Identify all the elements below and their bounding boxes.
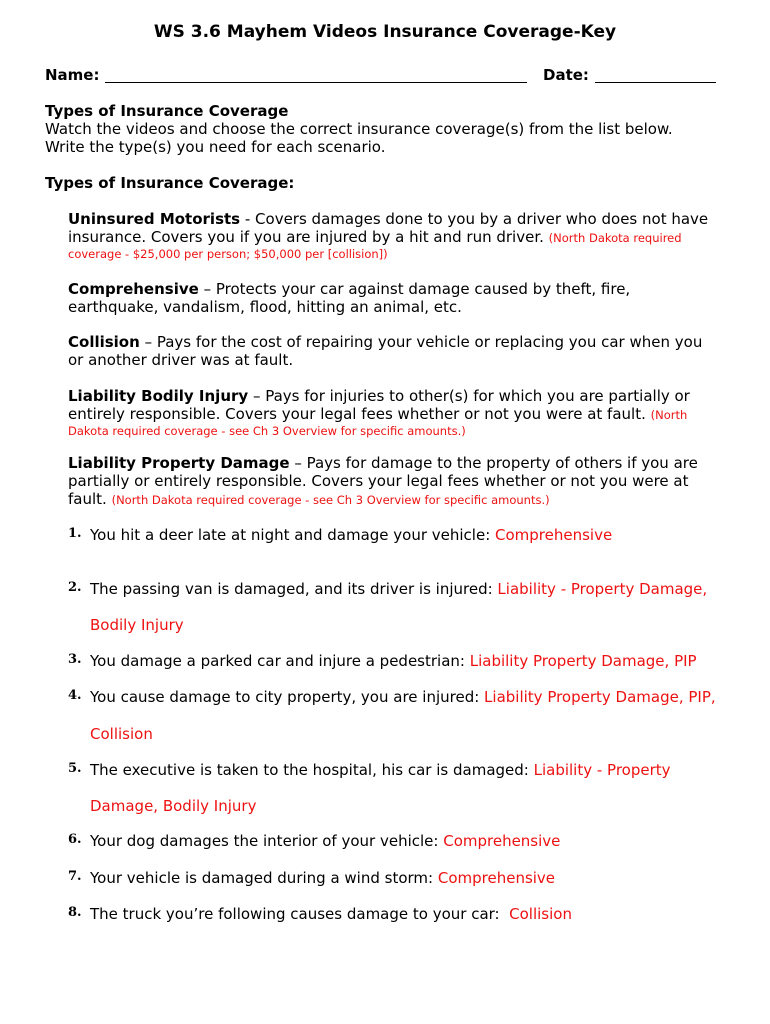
answer-text: Comprehensive xyxy=(437,869,556,887)
coverage-desc: - Covers damages done to you by a driver who does not have xyxy=(240,210,709,228)
coverage-desc: fault. xyxy=(68,490,112,508)
answer-text: Liability - Property xyxy=(533,761,671,779)
coverage-desc: partially or entirely responsible. Covers your legal fees whether or not you were at xyxy=(68,472,689,490)
question-text: The executive is taken to the hospital, his car is damaged: xyxy=(90,761,534,779)
coverage-note: (North xyxy=(650,408,688,422)
coverage-list-heading: Types of Insurance Coverage: xyxy=(45,174,295,192)
question-text: You cause damage to city property, you are injured: xyxy=(90,688,485,706)
coverage-desc: insurance. Covers you if you are injured by a hit and run driver. xyxy=(68,228,549,246)
coverage-note: coverage - $25,000 per person; $50,000 per [collision]) xyxy=(68,247,388,261)
coverage-term: Collision xyxy=(68,333,140,351)
question-number: 5. xyxy=(68,761,82,776)
question-number: 7. xyxy=(68,869,82,884)
answer-text: Collision xyxy=(509,905,572,923)
question-number: 2. xyxy=(68,580,82,595)
coverage-desc: – Pays for damage to the property of others if you are xyxy=(289,454,698,472)
answer-text: Comprehensive xyxy=(495,526,613,544)
coverage-uninsured-motorists xyxy=(68,210,728,262)
date-blank-line xyxy=(595,82,716,83)
coverage-note: (North Dakota required coverage - see Ch 3 Overview for specific amounts.) xyxy=(111,493,550,507)
coverage-collision xyxy=(68,333,728,369)
question-text: You hit a deer late at night and damage your vehicle: xyxy=(90,526,496,544)
question-text: The truck you’re following causes damage to your car: xyxy=(90,905,510,923)
date-label: Date: xyxy=(543,66,589,84)
answer-text: Comprehensive xyxy=(443,832,561,850)
coverage-comprehensive xyxy=(68,280,728,316)
name-blank-line xyxy=(105,82,527,83)
coverage-note: (North Dakota required xyxy=(548,231,682,245)
question-text: Your vehicle is damaged during a wind storm: xyxy=(90,869,438,887)
coverage-desc: – Pays for injuries to other(s) for which you are partially or xyxy=(248,387,690,405)
intro-section xyxy=(45,102,735,156)
coverage-term: Uninsured Motorists xyxy=(68,210,241,228)
answer-text: Liability - Property Damage, xyxy=(497,580,708,598)
question-text: You damage a parked car and injure a pedestrian: xyxy=(90,652,470,670)
intro-line-1: Watch the videos and choose the correct insurance coverage(s) from the list below. xyxy=(45,120,673,138)
answer-text: Liability Property Damage, PIP xyxy=(469,652,697,670)
coverage-desc: entirely responsible. Covers your legal fees whether or not you were at fault. xyxy=(68,405,651,423)
question-text: Your dog damages the interior of your vehicle: xyxy=(90,832,444,850)
answer-text: Collision xyxy=(90,725,153,743)
coverage-liability-property-damage xyxy=(68,454,728,508)
intro-line-2: Write the type(s) you need for each scenario. xyxy=(45,138,386,156)
answer-text: Damage, Bodily Injury xyxy=(90,797,257,815)
name-label: Name: xyxy=(45,66,100,84)
question-number: 4. xyxy=(68,688,82,703)
coverage-desc: – Pays for the cost of repairing your vehicle or replacing you car when you xyxy=(139,333,703,351)
coverage-liability-bodily-injury xyxy=(68,387,728,439)
page-title: WS 3.6 Mayhem Videos Insurance Coverage-Key xyxy=(153,22,617,42)
answer-text: Bodily Injury xyxy=(90,616,184,634)
question-number: 1. xyxy=(68,526,82,541)
coverage-term: Liability Property Damage xyxy=(68,454,290,472)
coverage-note: Dakota required coverage - see Ch 3 Overview for specific amounts.) xyxy=(68,424,466,438)
coverage-desc: earthquake, vandalism, flood, hitting an animal, etc. xyxy=(68,298,462,316)
coverage-term: Liability Bodily Injury xyxy=(68,387,249,405)
question-number: 3. xyxy=(68,652,82,667)
question-text: The passing van is damaged, and its driver is injured: xyxy=(90,580,498,598)
answer-text: Liability Property Damage, PIP, xyxy=(484,688,716,706)
question-number: 8. xyxy=(68,905,82,920)
coverage-desc: – Protects your car against damage caused by theft, fire, xyxy=(198,280,631,298)
intro-heading: Types of Insurance Coverage xyxy=(45,102,289,120)
coverage-desc: or another driver was at fault. xyxy=(68,351,294,369)
coverage-term: Comprehensive xyxy=(68,280,199,298)
question-number: 6. xyxy=(68,832,82,847)
